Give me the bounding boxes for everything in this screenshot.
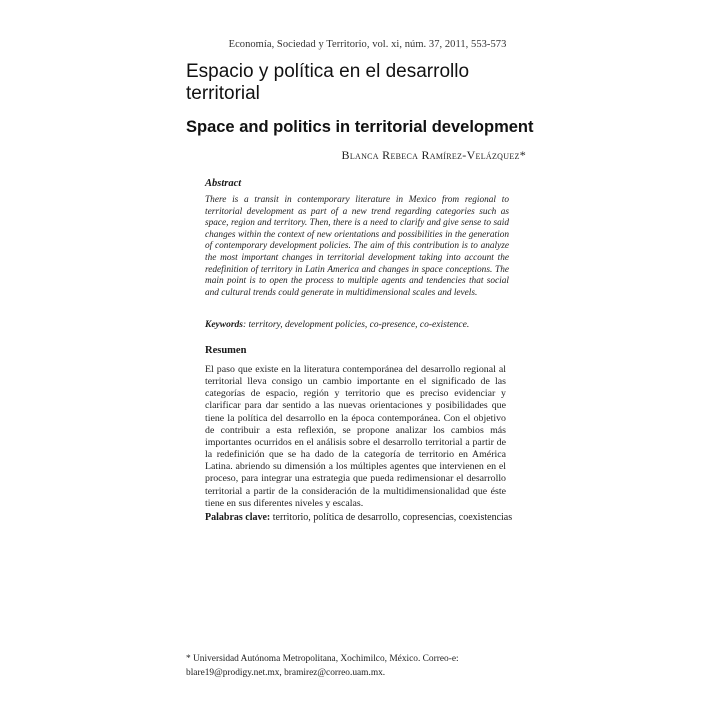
author-footnote: * Universidad Autónoma Metropolitana, Xochimilco, México. Correo-e: blare19@prodigy.net.mx, bramirez@correo.uam.mx.: [186, 654, 459, 678]
keywords-line: [205, 320, 525, 330]
title-spanish: Espacio y política en el desarrollo territorial: [186, 61, 470, 104]
running-head: Economía, Sociedad y Territorio, vol. xi, núm. 37, 2011, 553-573: [228, 39, 507, 50]
abstract-body: There is a transit in contemporary literature in Mexico from regional to territorial development as part of a new trend regarding categories such as space, region and territory. Then, there is a need to clarify and give sense to said changes within the context of new orientations and possibilities in the generation of contemporary development policies. The aim of this contribution is to analyze the most important changes in territorial development taking into account the redefinition of territory in Latin America and changes in space conceptions. The main point is to open the process to multiple agents and tendencies that social and cultural trends could generate in multidimensional scales and levels.: [205, 195, 509, 298]
palabras-clave-line: [205, 512, 525, 523]
abstract-heading: Abstract: [205, 178, 242, 189]
palabras-clave-text: territorio, política de desarrollo, copresencias, coexistencias: [270, 512, 513, 523]
title-english: Space and politics in territorial development: [186, 118, 534, 136]
author-name: Blanca Rebeca Ramírez-Velázquez*: [341, 148, 526, 162]
palabras-clave-label: Palabras clave:: [205, 512, 271, 523]
keywords-label: Keywords: [205, 320, 243, 330]
keywords-text: : territory, development policies, co-presence, co-existence.: [243, 320, 470, 330]
resumen-heading: Resumen: [205, 345, 247, 356]
resumen-body: El paso que existe en la literatura contemporánea del desarrollo regional al territorial lleva consigo un cambio importante en el significado de las categorías de espacio, región y territorio que es preciso evidenciar y clarificar para dar sentido a las nuevas orientaciones y posibilidades que tiene la política del desarrollo en la época contemporánea. Con el objetivo de contribuir a esta reflexión, se propone analizar los cambios más importantes ocurridos en el análisis sobre el desarrollo territorial a partir de la redefinición que se ha dado de la categoría de territorio en América Latina. abriendo su dimensión a los múltiples agentes que intervienen en el proceso, para integrar una estrategia que pueda redimensionar el desarrollo territorial a partir de la consideración de la multidimensionalidad que éste tiene en sus diferentes niveles y escalas.: [205, 364, 506, 509]
